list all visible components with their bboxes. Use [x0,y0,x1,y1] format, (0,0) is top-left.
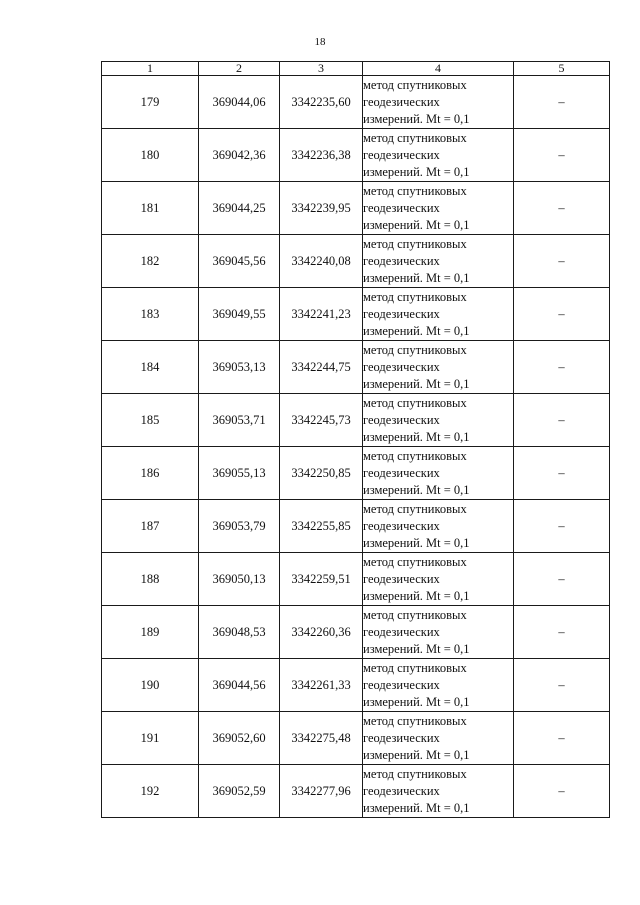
method-cell [363,341,514,394]
method-text-line: геодезических [363,200,440,215]
y-coordinate-cell: 3342255,85 [280,500,363,553]
column-5-cell: – [514,76,610,129]
column-5-cell: – [514,659,610,712]
y-coordinate-cell: 3342239,95 [280,182,363,235]
method-text-line: измерений. Mt = 0,1 [363,164,470,179]
table-row [102,500,610,553]
method-text-line: измерений. Mt = 0,1 [363,376,470,391]
column-5-cell: – [514,341,610,394]
table-row [102,659,610,712]
method-cell [363,606,514,659]
method-text-line: измерений. Mt = 0,1 [363,217,470,232]
column-header-4: 4 [363,62,514,76]
table-row [102,712,610,765]
x-coordinate-cell: 369049,55 [199,288,280,341]
method-text-line: измерений. Mt = 0,1 [363,323,470,338]
method-text-line: измерений. Mt = 0,1 [363,270,470,285]
method-text-line: геодезических [363,147,440,162]
method-cell [363,129,514,182]
point-number-cell: 189 [102,606,199,659]
method-text-line: геодезических [363,94,440,109]
table-row [102,447,610,500]
method-text-line: метод спутниковых [363,289,467,304]
method-text-line: геодезических [363,253,440,268]
x-coordinate-cell: 369044,56 [199,659,280,712]
column-5-cell: – [514,288,610,341]
method-text-line: измерений. Mt = 0,1 [363,535,470,550]
method-text-line: геодезических [363,783,440,798]
method-text-line: геодезических [363,624,440,639]
method-text-line: измерений. Mt = 0,1 [363,694,470,709]
y-coordinate-cell: 3342250,85 [280,447,363,500]
y-coordinate-cell: 3342236,38 [280,129,363,182]
y-coordinate-cell: 3342277,96 [280,765,363,818]
method-text-line: геодезических [363,306,440,321]
y-coordinate-cell: 3342245,73 [280,394,363,447]
column-5-cell: – [514,500,610,553]
table-row [102,129,610,182]
column-5-cell: – [514,182,610,235]
point-number-cell: 184 [102,341,199,394]
method-text-line: метод спутниковых [363,342,467,357]
method-text-line: измерений. Mt = 0,1 [363,482,470,497]
column-header-1: 1 [102,62,199,76]
coordinates-table [101,61,610,818]
method-cell [363,765,514,818]
x-coordinate-cell: 369052,59 [199,765,280,818]
point-number-cell: 182 [102,235,199,288]
y-coordinate-cell: 3342275,48 [280,712,363,765]
method-text-line: метод спутниковых [363,448,467,463]
method-text-line: метод спутниковых [363,554,467,569]
header-row [102,62,610,76]
point-number-cell: 192 [102,765,199,818]
method-cell [363,712,514,765]
method-text-line: измерений. Mt = 0,1 [363,111,470,126]
column-5-cell: – [514,235,610,288]
page-number: 18 [314,36,326,48]
method-text-line: измерений. Mt = 0,1 [363,641,470,656]
method-text-line: геодезических [363,571,440,586]
column-5-cell: – [514,606,610,659]
method-text-line: измерений. Mt = 0,1 [363,747,470,762]
x-coordinate-cell: 369052,60 [199,712,280,765]
method-cell [363,553,514,606]
point-number-cell: 186 [102,447,199,500]
method-text-line: метод спутниковых [363,236,467,251]
x-coordinate-cell: 369053,79 [199,500,280,553]
column-5-cell: – [514,129,610,182]
y-coordinate-cell: 3342240,08 [280,235,363,288]
column-5-cell: – [514,765,610,818]
table-row [102,765,610,818]
column-5-cell: – [514,553,610,606]
point-number-cell: 190 [102,659,199,712]
method-text-line: измерений. Mt = 0,1 [363,800,470,815]
method-cell [363,447,514,500]
method-text-line: измерений. Mt = 0,1 [363,588,470,603]
method-text-line: метод спутниковых [363,660,467,675]
method-text-line: метод спутниковых [363,501,467,516]
point-number-cell: 191 [102,712,199,765]
method-cell [363,659,514,712]
method-text-line: измерений. Mt = 0,1 [363,429,470,444]
y-coordinate-cell: 3342260,36 [280,606,363,659]
x-coordinate-cell: 369048,53 [199,606,280,659]
x-coordinate-cell: 369044,06 [199,76,280,129]
column-header-2: 2 [199,62,280,76]
method-cell [363,235,514,288]
table-row [102,606,610,659]
method-text-line: геодезических [363,412,440,427]
column-5-cell: – [514,394,610,447]
table-row [102,288,610,341]
point-number-cell: 183 [102,288,199,341]
method-text-line: метод спутниковых [363,130,467,145]
table-row [102,235,610,288]
method-text-line: метод спутниковых [363,183,467,198]
method-text-line: геодезических [363,677,440,692]
table-row [102,341,610,394]
point-number-cell: 187 [102,500,199,553]
method-text-line: метод спутниковых [363,766,467,781]
y-coordinate-cell: 3342244,75 [280,341,363,394]
point-number-cell: 185 [102,394,199,447]
y-coordinate-cell: 3342259,51 [280,553,363,606]
x-coordinate-cell: 369044,25 [199,182,280,235]
table-row [102,182,610,235]
method-text-line: метод спутниковых [363,713,467,728]
method-cell [363,288,514,341]
method-text-line: метод спутниковых [363,77,467,92]
x-coordinate-cell: 369042,36 [199,129,280,182]
point-number-cell: 181 [102,182,199,235]
column-5-cell: – [514,712,610,765]
point-number-cell: 179 [102,76,199,129]
method-text-line: геодезических [363,518,440,533]
table-row [102,553,610,606]
method-text-line: геодезических [363,730,440,745]
y-coordinate-cell: 3342235,60 [280,76,363,129]
x-coordinate-cell: 369045,56 [199,235,280,288]
x-coordinate-cell: 369053,71 [199,394,280,447]
column-header-5: 5 [514,62,610,76]
method-text-line: метод спутниковых [363,607,467,622]
point-number-cell: 188 [102,553,199,606]
y-coordinate-cell: 3342261,33 [280,659,363,712]
table-body [102,62,610,818]
x-coordinate-cell: 369050,13 [199,553,280,606]
table-row [102,394,610,447]
method-cell [363,500,514,553]
x-coordinate-cell: 369053,13 [199,341,280,394]
method-cell [363,182,514,235]
point-number-cell: 180 [102,129,199,182]
method-text-line: геодезических [363,465,440,480]
method-cell [363,76,514,129]
column-5-cell: – [514,447,610,500]
method-text-line: геодезических [363,359,440,374]
x-coordinate-cell: 369055,13 [199,447,280,500]
method-text-line: метод спутниковых [363,395,467,410]
column-header-3: 3 [280,62,363,76]
y-coordinate-cell: 3342241,23 [280,288,363,341]
method-cell [363,394,514,447]
table-row [102,76,610,129]
